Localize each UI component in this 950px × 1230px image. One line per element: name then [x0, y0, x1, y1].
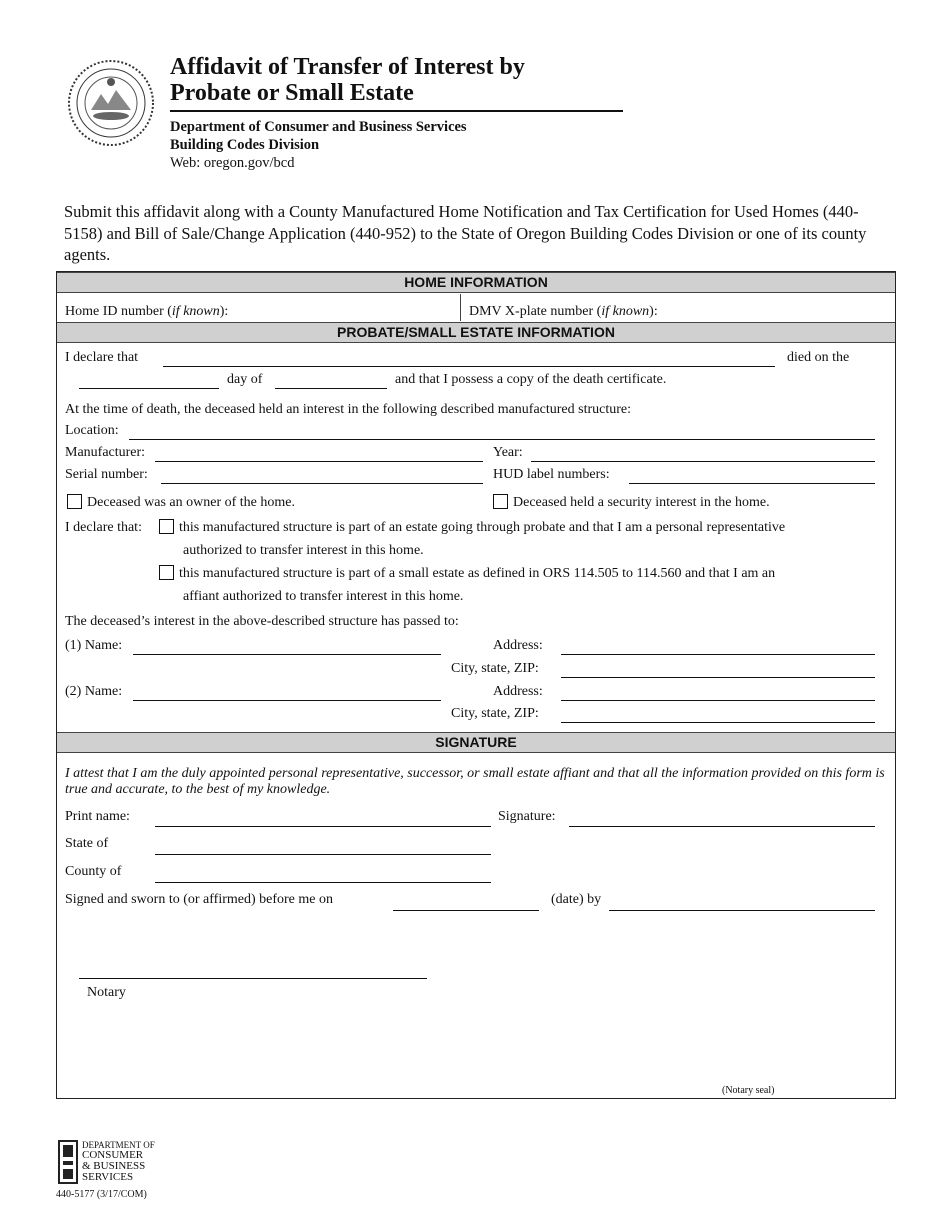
probate-option-line-1: this manufactured structure is part of an estate going through probate and that I am a personal representative [179, 520, 786, 535]
sworn-label: Signed and sworn to (or affirmed) before me on [65, 892, 333, 907]
sworn-date-field[interactable] [393, 910, 539, 911]
dmv-xplate-label: DMV X-plate number (if known): [469, 304, 658, 319]
state-of-label: State of [65, 836, 109, 851]
form-number: 440-5177 (3/17/COM) [56, 1189, 147, 1200]
name-2-field[interactable] [133, 700, 441, 701]
city-1-field[interactable] [561, 677, 875, 678]
probate-estate-checkbox[interactable] [159, 519, 174, 534]
division-name: Building Codes Division [170, 137, 320, 153]
owner-checkbox[interactable] [67, 494, 82, 509]
small-estate-option-line-2: affiant authorized to transfer interest in this home. [183, 589, 464, 604]
signature-heading: SIGNATURE [57, 732, 895, 753]
page-title [170, 54, 630, 106]
manufacturer-label: Manufacturer: [65, 445, 146, 460]
print-name-field[interactable] [155, 826, 491, 827]
serial-number-label: Serial number: [65, 467, 148, 482]
probate-option-line-2: authorized to transfer interest in this home. [183, 543, 424, 558]
address-1-field[interactable] [561, 654, 875, 655]
notary-seal-label: (Notary seal) [722, 1085, 775, 1096]
notary-signature-field[interactable] [79, 978, 427, 979]
county-of-label: County of [65, 864, 122, 879]
city-1-label: City, state, ZIP: [451, 661, 539, 676]
state-of-field[interactable] [155, 854, 491, 855]
title-rule [170, 110, 623, 112]
attestation-text: I attest that I am the duly appointed personal representative, successor, or small estate affiant and that all the information provided on this form is true and accurate, to the best of my knowledge. [65, 766, 885, 797]
name-2-label: (2) Name: [65, 684, 123, 699]
logo-line-2: CONSUMER [82, 1149, 144, 1161]
declare-that-label: I declare that [65, 350, 139, 365]
year-label: Year: [493, 445, 523, 460]
deceased-name-field[interactable] [163, 366, 775, 367]
address-1-label: Address: [493, 638, 543, 653]
year-field[interactable] [531, 461, 875, 462]
probate-information-heading: PROBATE/SMALL ESTATE INFORMATION [57, 322, 895, 343]
title-line-1: Affidavit of Transfer of Interest by [170, 54, 525, 80]
location-label: Location: [65, 423, 119, 438]
city-2-label: City, state, ZIP: [451, 706, 539, 721]
manufacturer-field[interactable] [155, 461, 483, 462]
home-information-heading: HOME INFORMATION [57, 272, 895, 293]
home-id-label: Home ID number (if known): [65, 304, 229, 319]
owner-checkbox-label: Deceased was an owner of the home. [87, 495, 295, 510]
department-name: Department of Consumer and Business Services [170, 119, 467, 135]
name-1-field[interactable] [133, 654, 441, 655]
death-month-field[interactable] [275, 388, 387, 389]
death-day-field[interactable] [79, 388, 219, 389]
logo-line-1: DEPARTMENT OF [82, 1140, 155, 1150]
death-certificate-label: and that I possess a copy of the death certificate. [395, 372, 667, 387]
logo-line-3: & BUSINESS [82, 1160, 146, 1172]
address-2-label: Address: [493, 684, 543, 699]
dcbs-logo [58, 1138, 168, 1188]
home-info-divider [460, 294, 461, 321]
department-block [170, 118, 467, 172]
security-interest-checkbox[interactable] [493, 494, 508, 509]
affidavit-form [56, 271, 896, 1099]
sworn-by-field[interactable] [609, 910, 875, 911]
name-1-label: (1) Name: [65, 638, 123, 653]
small-estate-checkbox[interactable] [159, 565, 174, 580]
address-2-field[interactable] [561, 700, 875, 701]
day-of-label: day of [227, 372, 263, 387]
declare-colon-label: I declare that: [65, 520, 142, 535]
passed-to-label: The deceased’s interest in the above-described structure has passed to: [65, 614, 459, 629]
print-name-label: Print name: [65, 809, 130, 824]
web-address: Web: oregon.gov/bcd [170, 155, 295, 171]
notary-label: Notary [87, 985, 126, 1000]
hud-label-numbers-field[interactable] [629, 483, 875, 484]
hud-label-numbers-label: HUD label numbers: [493, 467, 610, 482]
state-seal-icon [66, 58, 156, 148]
city-2-field[interactable] [561, 722, 875, 723]
intro-paragraph: Submit this affidavit along with a County Manufactured Home Notification and Tax Certification for Used Homes (440-5158) and Bill of Sale/Change Application (440-952) to the State of Oregon Building Codes Division or one of its county agents. [64, 202, 867, 264]
title-line-2: Probate or Small Estate [170, 80, 414, 106]
time-of-death-label: At the time of death, the deceased held an interest in the following described manufactured structure: [65, 402, 632, 417]
dcbs-logo-mark-icon [58, 1140, 78, 1184]
signature-label: Signature: [498, 809, 556, 824]
logo-line-4: SERVICES [82, 1171, 134, 1183]
died-on-label: died on the [787, 350, 850, 365]
date-by-label: (date) by [551, 892, 602, 907]
county-of-field[interactable] [155, 882, 491, 883]
location-field[interactable] [129, 439, 875, 440]
small-estate-option-line-1: this manufactured structure is part of a small estate as defined in ORS 114.505 to 114.560 and that I am an [179, 566, 776, 581]
serial-number-field[interactable] [161, 483, 483, 484]
security-interest-checkbox-label: Deceased held a security interest in the home. [513, 495, 770, 510]
signature-field[interactable] [569, 826, 875, 827]
